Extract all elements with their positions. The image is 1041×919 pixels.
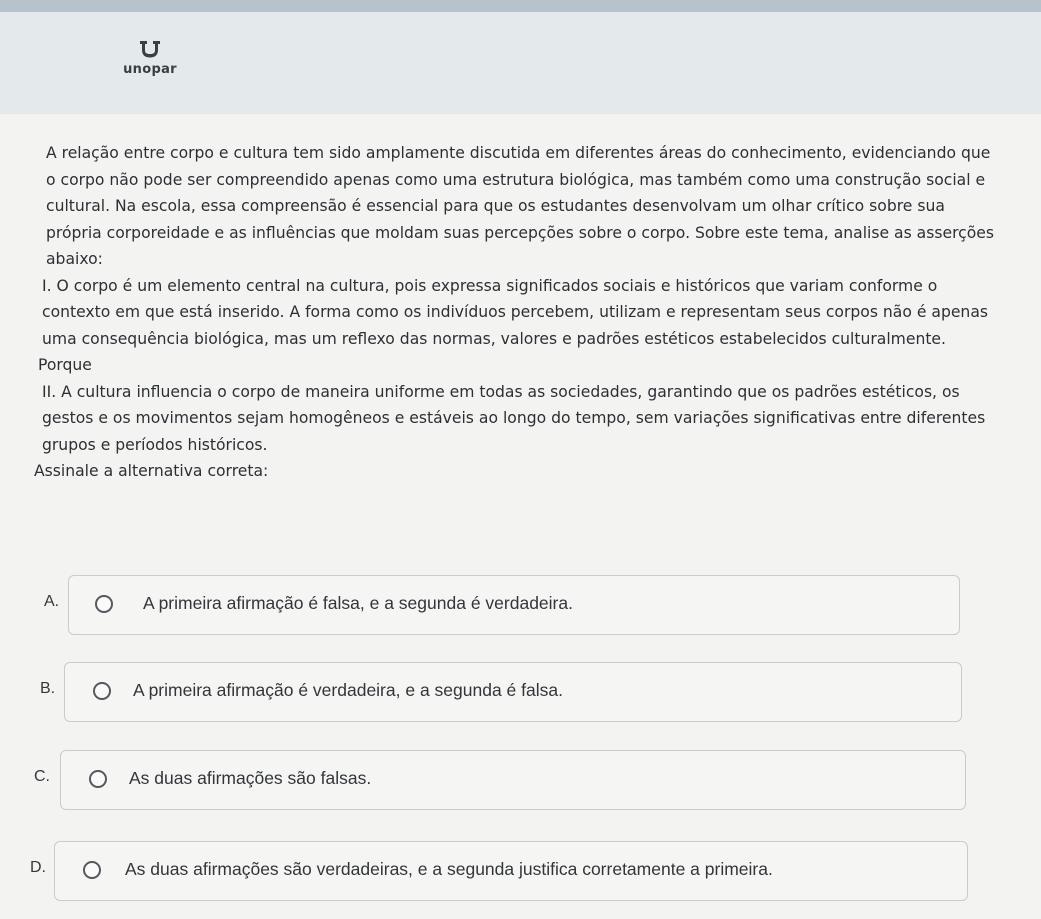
option-text: A primeira afirmação é falsa, e a segunda é verdadeira. (143, 593, 573, 613)
option-letter: B. (40, 680, 56, 697)
radio-icon[interactable] (93, 682, 111, 700)
option-d[interactable] (0, 841, 1041, 903)
question-text (34, 140, 994, 485)
radio-icon[interactable] (83, 861, 101, 879)
option-text: As duas afirmações são falsas. (129, 768, 372, 788)
radio-icon[interactable] (95, 595, 113, 613)
connector-text: Porque (38, 356, 92, 374)
page-header (0, 12, 1041, 114)
radio-icon[interactable] (89, 770, 107, 788)
option-b[interactable] (0, 662, 1041, 724)
option-b-box[interactable] (64, 662, 962, 722)
unopar-u-logo-icon (138, 40, 162, 58)
option-text: A primeira afirmação é verdadeira, e a segunda é falsa. (133, 680, 563, 700)
option-text: As duas afirmações são verdadeiras, e a segunda justifica corretamente a primeira. (125, 859, 773, 879)
option-letter: A. (44, 593, 60, 610)
assertion-2: II. A cultura influencia o corpo de maneira uniforme em todas as sociedades, garantindo que os padrões estéticos, os gestos e os movimentos sejam homogêneos e estáveis ao longo do tempo, sem variações significativas entre diferentes grupos e períodos históricos. (42, 382, 986, 454)
option-c-box[interactable] (60, 750, 966, 810)
option-letter: D. (30, 859, 46, 876)
option-d-box[interactable] (54, 841, 968, 901)
option-c[interactable] (0, 750, 1041, 812)
question-prompt: Assinale a alternativa correta: (34, 462, 269, 480)
option-letter: C. (34, 768, 50, 785)
option-a[interactable] (0, 575, 1041, 637)
assertion-1: I. O corpo é um elemento central na cultura, pois expressa significados sociais e históricos que variam conforme o contexto em que está inserido. A forma como os indivíduos percebem, utilizam e representam seus corpos não é apenas uma consequência biológica, mas um reflexo das normas, valores e padrões estéticos estabelecidos culturalmente. (42, 276, 988, 348)
question-intro: A relação entre corpo e cultura tem sido amplamente discutida em diferentes áreas do conhecimento, evidenciando que o corpo não pode ser compreendido apenas como uma estrutura biológica, mas também como uma construção social e cultural. Na escola, essa compreensão é essencial para que os estudantes desenvolvam um olhar crítico sobre sua própria corporeidade e as influências que moldam suas percepções sobre o corpo. Sobre este tema, analise as asserções abaixo: (46, 144, 994, 268)
unopar-logo (100, 40, 200, 96)
logo-text: unopar (123, 62, 177, 77)
option-a-box[interactable] (68, 575, 960, 635)
top-strip (0, 0, 1041, 12)
